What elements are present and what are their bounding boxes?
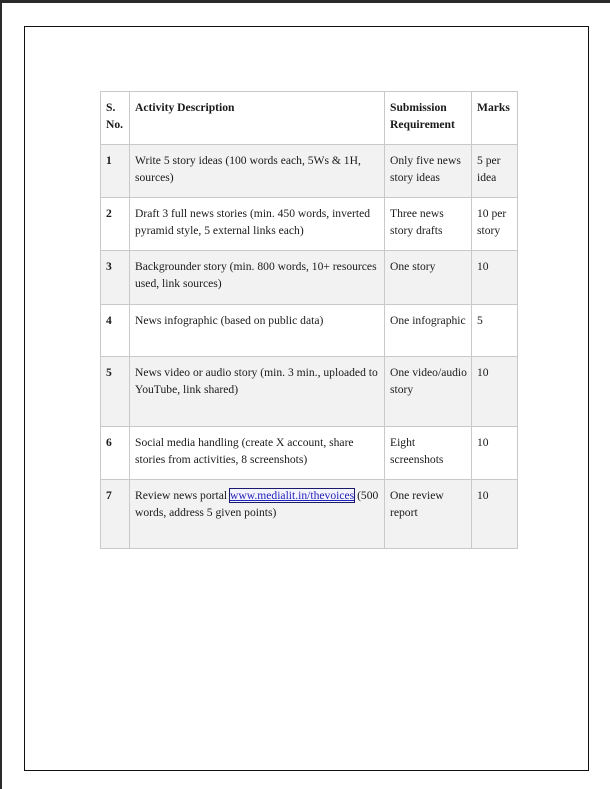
cell-submission: Eight screenshots: [385, 427, 472, 480]
cell-marks: 10: [472, 251, 518, 305]
cell-submission: One video/audio story: [385, 357, 472, 427]
cell-marks: 10: [472, 427, 518, 480]
cell-activity: Draft 3 full news stories (min. 450 words, inverted pyramid style, 5 external links each): [130, 198, 385, 251]
header-sno: [101, 92, 130, 145]
header-marks: Marks: [472, 92, 518, 145]
cell-activity: Backgrounder story (min. 800 words, 10+ resources used, link sources): [130, 251, 385, 305]
cell-marks: 10: [472, 480, 518, 549]
activity-suffix: (500 words, address 5 given points): [135, 489, 379, 519]
table-row: [101, 251, 518, 305]
table-row: [101, 305, 518, 357]
header-submission: Submission Requirement: [385, 92, 472, 145]
cell-sno: 1: [101, 145, 130, 198]
table-header-row: [101, 92, 518, 145]
cell-marks: 5: [472, 305, 518, 357]
cell-sno: 6: [101, 427, 130, 480]
cell-sno: 2: [101, 198, 130, 251]
activities-table: [100, 91, 518, 549]
window-left-edge: [0, 0, 2, 789]
cell-submission: Only five news story ideas: [385, 145, 472, 198]
cell-sno: 4: [101, 305, 130, 357]
activity-prefix: Review news portal: [135, 489, 230, 502]
cell-submission: One review report: [385, 480, 472, 549]
cell-marks: 10: [472, 357, 518, 427]
header-sno-text: S. No.: [106, 101, 124, 131]
table-row: [101, 427, 518, 480]
cell-activity: Write 5 story ideas (100 words each, 5Ws & 1H, sources): [130, 145, 385, 198]
window-top-bar: [0, 0, 610, 3]
cell-activity: [130, 480, 385, 549]
table-row: [101, 357, 518, 427]
table-row: [101, 480, 518, 549]
cell-submission: Three news story drafts: [385, 198, 472, 251]
cell-sno: 3: [101, 251, 130, 305]
cell-sno: 7: [101, 480, 130, 549]
cell-submission: One infographic: [385, 305, 472, 357]
header-activity: Activity Description: [130, 92, 385, 145]
cell-activity: News infographic (based on public data): [130, 305, 385, 357]
table-row: [101, 198, 518, 251]
cell-submission: One story: [385, 251, 472, 305]
cell-marks: 10 per story: [472, 198, 518, 251]
table-row: [101, 145, 518, 198]
cell-activity: News video or audio story (min. 3 min., uploaded to YouTube, link shared): [130, 357, 385, 427]
portal-link[interactable]: www.medialit.in/thevoices: [229, 489, 355, 502]
cell-sno: 5: [101, 357, 130, 427]
cell-activity: Social media handling (create X account, share stories from activities, 8 screenshots): [130, 427, 385, 480]
cell-marks: 5 per idea: [472, 145, 518, 198]
